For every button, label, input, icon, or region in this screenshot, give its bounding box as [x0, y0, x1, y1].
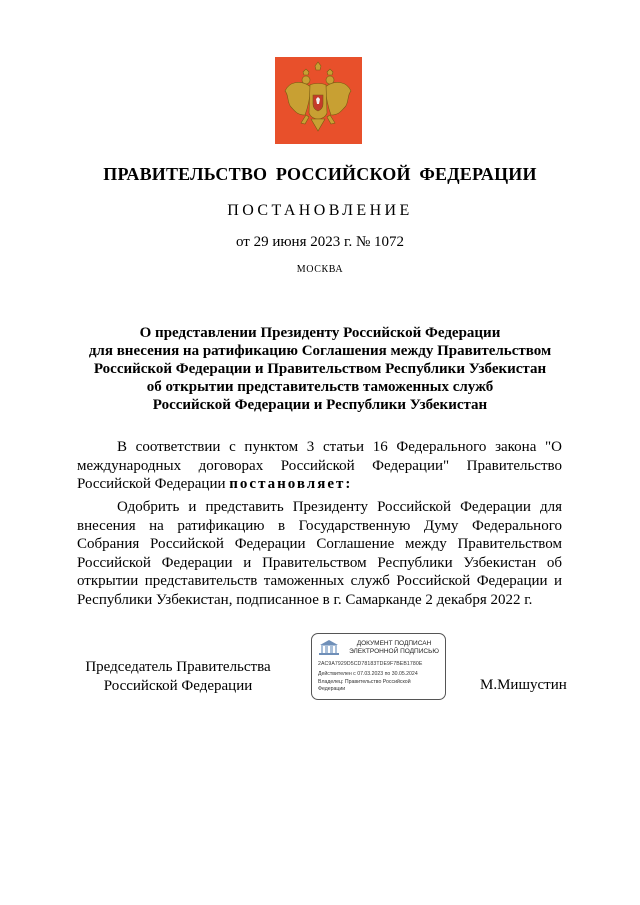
- stamp-heading: [346, 640, 442, 656]
- subject-line: об открытии представительств таможенных служб: [146, 379, 494, 395]
- decree-word: постановляет:: [229, 476, 353, 492]
- document-city: МОСКВА: [296, 264, 344, 275]
- electronic-signature-stamp: [311, 633, 446, 700]
- signer-name: М.Мишустин: [480, 677, 567, 693]
- stamp-heading-line: ДОКУМЕНТ ПОДПИСАН: [356, 640, 432, 647]
- stamp-heading-line: ЭЛЕКТРОННОЙ ПОДПИСЬЮ: [349, 648, 439, 655]
- double-headed-eagle-icon: [275, 57, 362, 144]
- signer-position-line: Российской Федерации: [103, 678, 253, 694]
- government-building-icon: [318, 639, 340, 656]
- signer-position-line: Председатель Правительства: [85, 659, 271, 675]
- government-title: ПРАВИТЕЛЬСТВО РОССИЙСКОЙ ФЕДЕРАЦИИ: [103, 164, 537, 184]
- certificate-owner-line: Федерации: [318, 686, 346, 692]
- signer-position: [78, 658, 278, 696]
- document-date-number: от 29 июня 2023 г. № 1072: [235, 234, 405, 250]
- document-type: ПОСТАНОВЛЕНИЕ: [227, 202, 413, 219]
- preamble-text: В соответствии с пунктом 3 статьи 16 Федерального закона "О международных договорах Российской Федерации" Правительство Российской Федерации: [77, 439, 562, 492]
- certificate-number: 2AC9A7929D5CD78183TDE9F7BEB1780E: [318, 661, 423, 667]
- subject-line: О представлении Президенту Российской Федерации: [139, 325, 501, 341]
- certificate-owner: [318, 679, 438, 693]
- subject-line: Российской Федерации и Правительством Республики Узбекистан: [93, 361, 547, 377]
- resolution-paragraph: Одобрить и представить Президенту Российской Федерации для внесения на ратификацию в Государственную Думу Федерального Собрания Российской Федерации Соглашение между Правительством Российской Федерации и Правительством Республики Узбекистан об открытии представительств таможенных служб Российской Федерации и Республики Узбекистан, подписанное в г. Самарканде 2 декабря 2022 г.: [77, 499, 562, 608]
- document-subject: [60, 324, 580, 414]
- certificate-validity: Действителен с 07.03.2023 по 30.05.2024: [318, 671, 418, 677]
- preamble-paragraph: [77, 438, 562, 494]
- subject-line: для внесения на ратификацию Соглашения между Правительством: [88, 343, 552, 359]
- subject-line: Российской Федерации и Республики Узбекистан: [152, 397, 488, 413]
- certificate-owner-line: Владелец: Правительство Российской: [318, 679, 411, 685]
- coat-of-arms-emblem: [275, 57, 362, 144]
